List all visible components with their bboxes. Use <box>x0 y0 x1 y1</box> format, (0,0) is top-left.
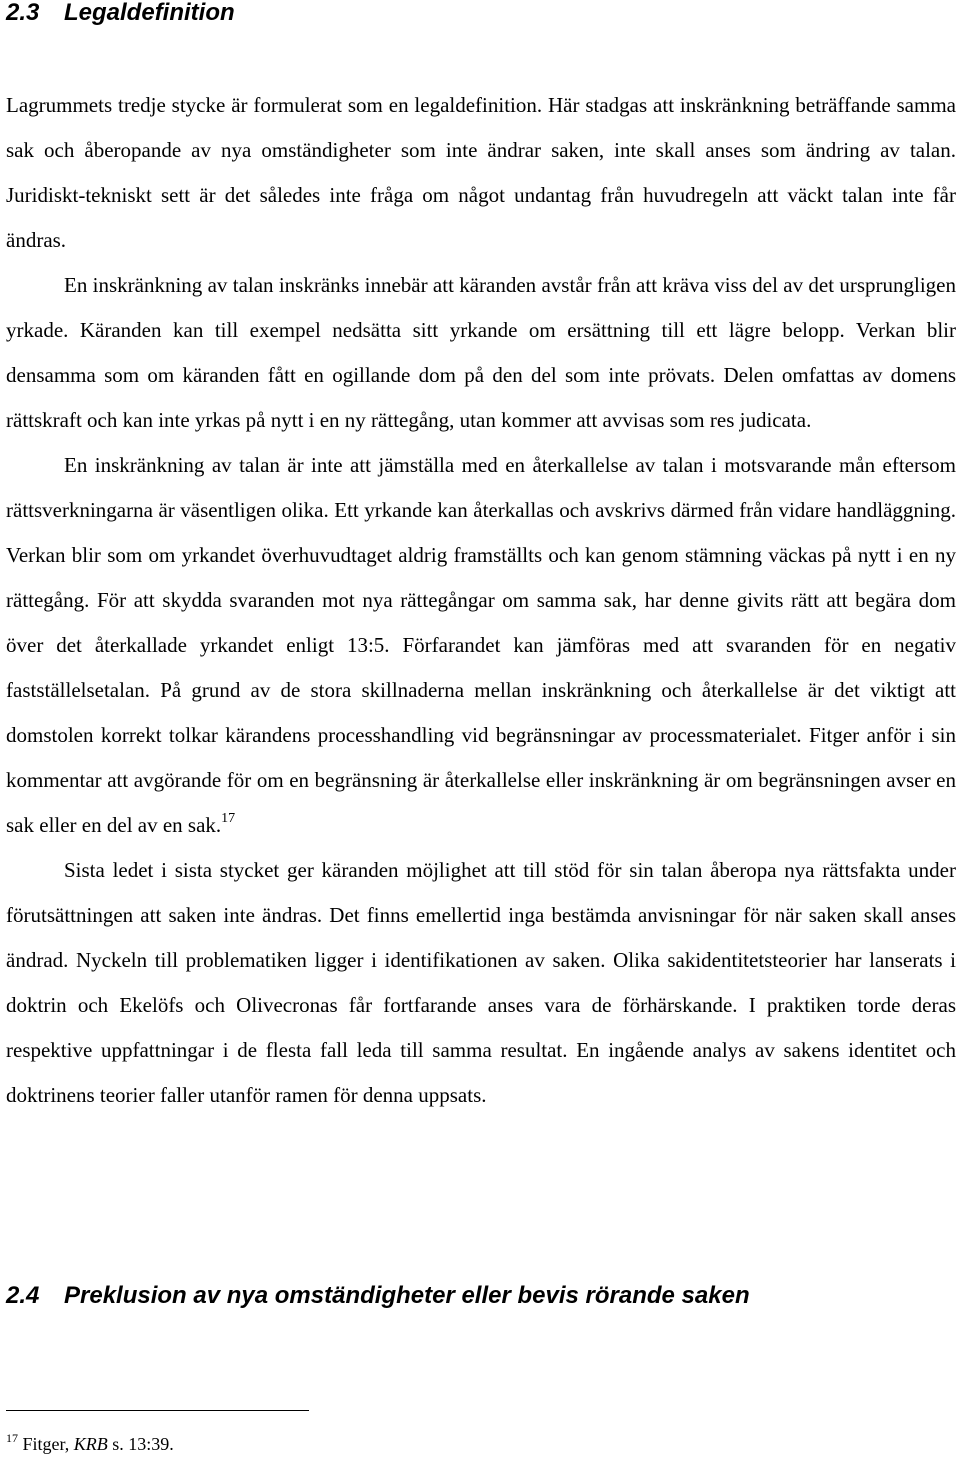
section-title: Legaldefinition <box>64 0 235 26</box>
footnote <box>6 1432 174 1456</box>
footnote-divider <box>6 1410 309 1411</box>
section-heading-2-4 <box>6 1282 750 1310</box>
paragraph-3 <box>6 443 956 848</box>
footnote-page: s. 13:39. <box>112 1434 174 1454</box>
footnote-reference[interactable]: 17 <box>221 811 236 826</box>
footnote-number: 17 <box>6 1431 18 1445</box>
footnote-author: Fitger, <box>22 1434 70 1454</box>
paragraph-1: Lagrummets tredje stycke är formulerat som en legaldefinition. Här stadgas att inskränkning beträffande samma sak och åberopande av nya omständigheter som inte ändrar saken, inte skall anses som ändring av talan. Juridiskt-tekniskt sett är det således inte fråga om något undantag från huvudregeln att väckt talan inte får ändras. <box>6 93 956 252</box>
section-number: 2.3 <box>6 0 40 26</box>
section-body <box>6 83 956 1118</box>
footnote-work: KRB <box>73 1434 108 1454</box>
paragraph-2: En inskränkning av talan inskränks innebär att käranden avstår från att kräva viss del av det ursprungligen yrkade. Käranden kan till exempel nedsätta sitt yrkande om ersättning till ett lägre belopp. Verkan blir densamma som om käranden fått en ogillande dom på den del som inte prövats. Delen omfattas av domens rättskraft och kan inte yrkas på nytt i en ny rättegång, utan kommer att avvisas som res judicata. <box>6 273 956 432</box>
paragraph-3-text: En inskränkning av talan är inte att jämställa med en återkallelse av talan i motsvarande mån eftersom rättsverkningarna är väsentligen olika. Ett yrkande kan återkallas och avskrivs därmed från vidare handläggning. Verkan blir som om yrkandet överhuvudtaget aldrig framställts och kan genom stämning väckas på nytt i en ny rättegång. För att skydda svaranden mot nya rättegångar om samma sak, har denne givits rätt att begära dom över det återkallade yrkandet enligt 13:5. Förfarandet kan jämföras med att svaranden för en negativ fastställelsetalan. På grund av de stora skillnaderna mellan inskränkning och återkallelse är det viktigt att domstolen korrekt tolkar kärandens processhandling vid begränsningar av processmaterialet. Fitger anför i sin kommentar att avgörande för om en begränsning är återkallelse eller inskränkning är om begränsningen avser en sak eller en del av en sak. <box>6 453 956 837</box>
section-title: Preklusion av nya omständigheter eller bevis rörande saken <box>64 1282 750 1309</box>
section-number: 2.4 <box>6 1282 40 1309</box>
paragraph-4: Sista ledet i sista stycket ger käranden möjlighet att till stöd för sin talan åberopa nya rättsfakta under förutsättningen att saken inte ändras. Det finns emellertid inga bestämda anvisningar för när saken skall anses ändrad. Nyckeln till problematiken ligger i identifikationen av saken. Olika sakidentitetsteorier har lanserats i doktrin och Ekelöfs och Olivecronas får fortfarande anses vara de förhärskande. I praktiken torde deras respektive uppfattningar i de flesta fall leda till samma resultat. En ingående analys av sakens identitet och doktrinens teorier faller utanför ramen för denna uppsats. <box>6 858 956 1107</box>
section-heading-2-3 <box>6 0 235 26</box>
